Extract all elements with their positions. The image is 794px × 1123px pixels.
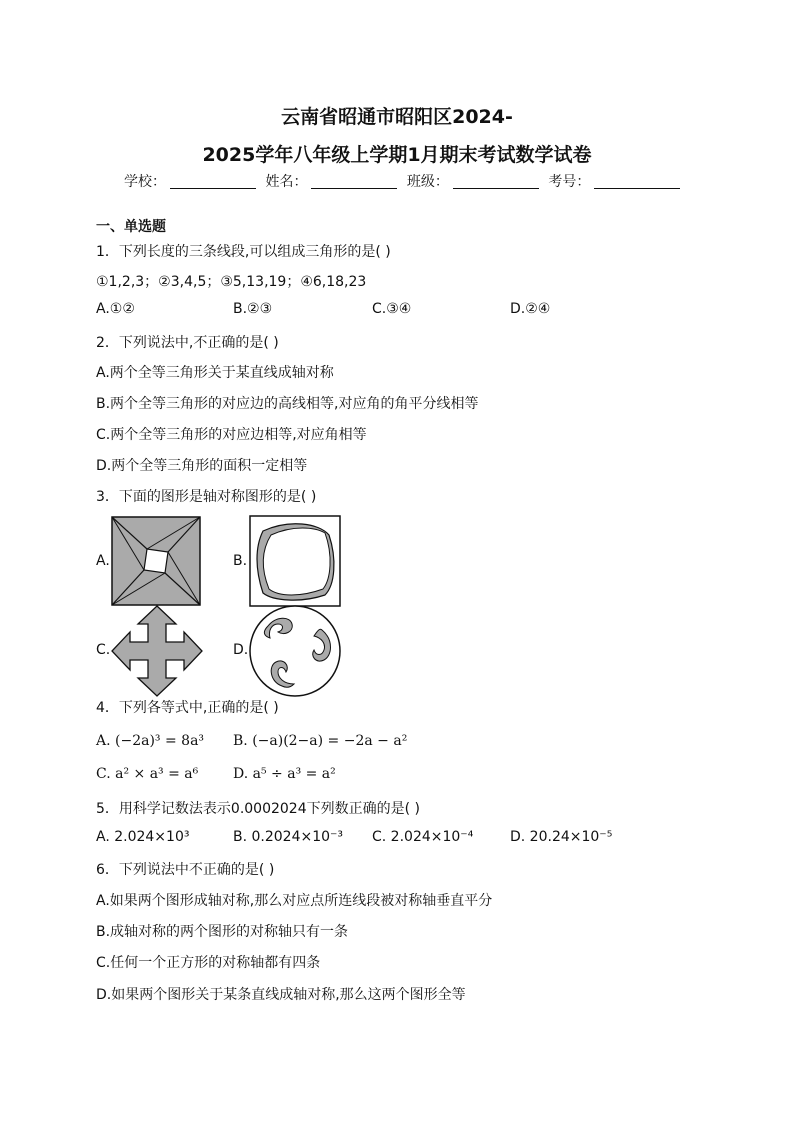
q4-stem: 4．下列各等式中,正确的是( )	[96, 700, 279, 716]
q5-option-b[interactable]: B. 0.2024×10⁻³	[233, 829, 344, 845]
q2-option-c[interactable]: C.两个全等三角形的对应边相等,对应角相等	[96, 427, 367, 443]
q1-option-d[interactable]: D.②④	[510, 301, 551, 317]
q6-option-a[interactable]: A.如果两个图形成轴对称,那么对应点所连线段被对称轴垂直平分	[96, 893, 493, 909]
section-heading: 一、单选题	[96, 219, 166, 235]
q1-stem: 1．下列长度的三条线段,可以组成三角形的是( )	[96, 244, 391, 260]
class-label: 班级：	[406, 174, 449, 190]
name-blank[interactable]	[311, 174, 397, 189]
school-blank[interactable]	[170, 174, 256, 189]
q5-option-a[interactable]: A. 2.024×10³	[96, 829, 190, 845]
class-blank[interactable]	[453, 174, 539, 189]
q5-option-c[interactable]: C. 2.024×10⁻⁴	[372, 829, 474, 845]
q3-label-d[interactable]: D.	[233, 642, 249, 658]
exam-title-line2: 2025学年八年级上学期1月期末考试数学试卷	[202, 144, 592, 166]
q3-figure-c[interactable]	[110, 604, 204, 698]
q1-option-b[interactable]: B.②③	[233, 301, 273, 317]
q1-option-c[interactable]: C.③④	[372, 301, 412, 317]
school-label: 学校：	[124, 174, 166, 190]
q3-label-a[interactable]: A.	[96, 553, 110, 569]
q6-option-c[interactable]: C.任何一个正方形的对称轴都有四条	[96, 955, 321, 971]
q5-stem: 5．用科学记数法表示0.0002024下列数正确的是( )	[96, 801, 420, 817]
exam-number-label: 考号：	[548, 174, 591, 190]
name-label: 姓名：	[265, 174, 308, 190]
q2-option-d[interactable]: D.两个全等三角形的面积一定相等	[96, 458, 308, 474]
q3-figure-a[interactable]	[111, 516, 201, 606]
q1-items: ①1,2,3；②3,4,5；③5,13,19；④6,18,23	[96, 274, 367, 290]
q1-option-a[interactable]: A.①②	[96, 301, 135, 317]
q4-option-c[interactable]: C. a² × a³ = a⁶	[96, 766, 199, 782]
q3-label-b[interactable]: B.	[233, 553, 248, 569]
student-info-row	[124, 171, 685, 191]
exam-number-blank[interactable]	[594, 174, 680, 189]
exam-title-line1: 云南省昭通市昭阳区2024-	[281, 106, 513, 128]
q6-option-b[interactable]: B.成轴对称的两个图形的对称轴只有一条	[96, 924, 349, 940]
q6-option-d[interactable]: D.如果两个图形关于某条直线成轴对称,那么这两个图形全等	[96, 987, 466, 1003]
q3-label-c[interactable]: C.	[96, 642, 111, 658]
q5-option-d[interactable]: D. 20.24×10⁻⁵	[510, 829, 613, 845]
q2-option-b[interactable]: B.两个全等三角形的对应边的高线相等,对应角的角平分线相等	[96, 396, 479, 412]
q3-stem: 3．下面的图形是轴对称图形的是( )	[96, 489, 317, 505]
q3-figure-b[interactable]	[249, 515, 341, 607]
q6-stem: 6．下列说法中不正确的是( )	[96, 862, 275, 878]
q4-option-d[interactable]: D. a⁵ ÷ a³ = a²	[233, 766, 336, 782]
q4-option-a[interactable]: A. (−2a)³ = 8a³	[96, 733, 205, 749]
q3-figure-d[interactable]	[248, 604, 342, 698]
q2-option-a[interactable]: A.两个全等三角形关于某直线成轴对称	[96, 365, 334, 381]
q4-option-b[interactable]: B. (−a)(2−a) = −2a − a²	[233, 733, 408, 749]
q2-stem: 2．下列说法中,不正确的是( )	[96, 335, 279, 351]
